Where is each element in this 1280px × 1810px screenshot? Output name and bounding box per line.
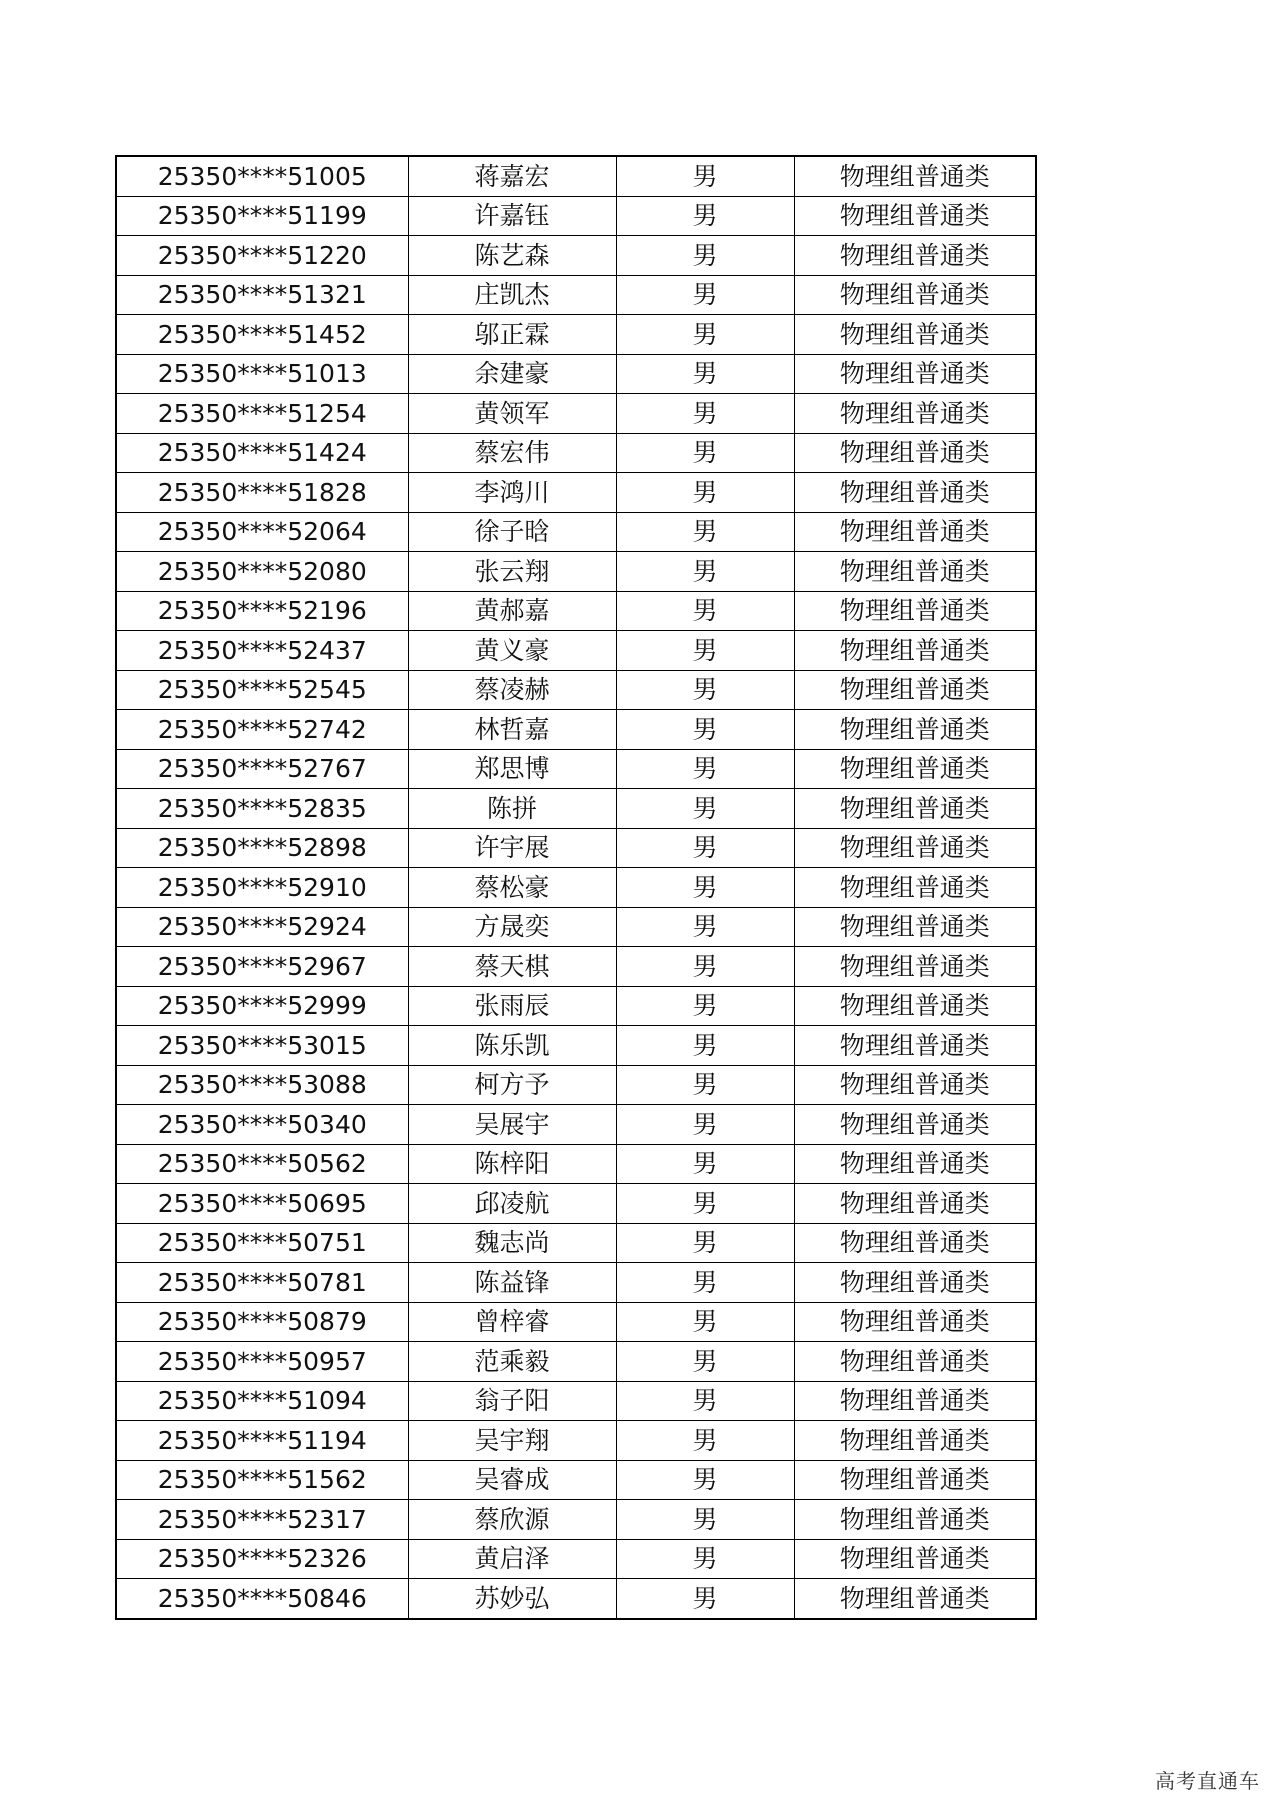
category-cell: 物理组普通类 — [794, 394, 1036, 434]
student-name-cell: 张云翔 — [408, 552, 616, 592]
student-name-cell: 蔡宏伟 — [408, 433, 616, 473]
table-body — [116, 156, 1036, 1619]
gender-cell: 男 — [616, 1421, 794, 1461]
gender-cell: 男 — [616, 1500, 794, 1540]
student-name-cell: 陈艺森 — [408, 236, 616, 276]
category-cell: 物理组普通类 — [794, 868, 1036, 908]
student-name-cell: 黄领军 — [408, 394, 616, 434]
table-row — [116, 1381, 1036, 1421]
student-name-cell: 林哲嘉 — [408, 710, 616, 750]
gender-cell: 男 — [616, 1223, 794, 1263]
gender-cell: 男 — [616, 394, 794, 434]
gender-cell: 男 — [616, 236, 794, 276]
table-row — [116, 394, 1036, 434]
student-name-cell: 魏志尚 — [408, 1223, 616, 1263]
category-cell: 物理组普通类 — [794, 354, 1036, 394]
table-row — [116, 1460, 1036, 1500]
gender-cell: 男 — [616, 828, 794, 868]
candidate-id-cell: 25350****52326 — [116, 1539, 408, 1579]
gender-cell: 男 — [616, 512, 794, 552]
table-row — [116, 1263, 1036, 1303]
category-cell: 物理组普通类 — [794, 1144, 1036, 1184]
table-row — [116, 749, 1036, 789]
student-name-cell: 许宇展 — [408, 828, 616, 868]
candidate-id-cell: 25350****52924 — [116, 907, 408, 947]
candidate-id-cell: 25350****51424 — [116, 433, 408, 473]
candidate-id-cell: 25350****50695 — [116, 1184, 408, 1224]
student-name-cell: 郑思博 — [408, 749, 616, 789]
gender-cell: 男 — [616, 986, 794, 1026]
category-cell: 物理组普通类 — [794, 670, 1036, 710]
table-row — [116, 591, 1036, 631]
gender-cell: 男 — [616, 354, 794, 394]
gender-cell: 男 — [616, 789, 794, 829]
category-cell: 物理组普通类 — [794, 196, 1036, 236]
candidate-id-cell: 25350****51094 — [116, 1381, 408, 1421]
candidate-id-cell: 25350****52437 — [116, 631, 408, 671]
gender-cell: 男 — [616, 907, 794, 947]
table-row — [116, 1539, 1036, 1579]
student-name-cell: 陈拼 — [408, 789, 616, 829]
table-row — [116, 1223, 1036, 1263]
student-name-cell: 李鸿川 — [408, 473, 616, 513]
table-row — [116, 1421, 1036, 1461]
gender-cell: 男 — [616, 275, 794, 315]
student-name-cell: 吴展宇 — [408, 1105, 616, 1145]
gender-cell: 男 — [616, 1184, 794, 1224]
category-cell: 物理组普通类 — [794, 315, 1036, 355]
candidate-id-cell: 25350****52898 — [116, 828, 408, 868]
student-name-cell: 许嘉钰 — [408, 196, 616, 236]
gender-cell: 男 — [616, 1579, 794, 1619]
gender-cell: 男 — [616, 1460, 794, 1500]
gender-cell: 男 — [616, 1263, 794, 1303]
gender-cell: 男 — [616, 670, 794, 710]
student-name-cell: 范乘毅 — [408, 1342, 616, 1382]
category-cell: 物理组普通类 — [794, 1460, 1036, 1500]
student-name-cell: 徐子晗 — [408, 512, 616, 552]
student-name-cell: 余建豪 — [408, 354, 616, 394]
table-row — [116, 1579, 1036, 1619]
table-row — [116, 1342, 1036, 1382]
candidate-id-cell: 25350****50879 — [116, 1302, 408, 1342]
category-cell: 物理组普通类 — [794, 1263, 1036, 1303]
category-cell: 物理组普通类 — [794, 631, 1036, 671]
category-cell: 物理组普通类 — [794, 1223, 1036, 1263]
candidate-id-cell: 25350****52317 — [116, 1500, 408, 1540]
gender-cell: 男 — [616, 947, 794, 987]
table-row — [116, 1105, 1036, 1145]
candidate-id-cell: 25350****53088 — [116, 1065, 408, 1105]
student-name-cell: 陈益锋 — [408, 1263, 616, 1303]
candidate-id-cell: 25350****50340 — [116, 1105, 408, 1145]
candidate-id-cell: 25350****52967 — [116, 947, 408, 987]
category-cell: 物理组普通类 — [794, 552, 1036, 592]
candidate-id-cell: 25350****51199 — [116, 196, 408, 236]
category-cell: 物理组普通类 — [794, 156, 1036, 196]
candidate-id-cell: 25350****52064 — [116, 512, 408, 552]
gender-cell: 男 — [616, 1105, 794, 1145]
candidate-id-cell: 25350****51321 — [116, 275, 408, 315]
candidate-id-cell: 25350****50781 — [116, 1263, 408, 1303]
category-cell: 物理组普通类 — [794, 1184, 1036, 1224]
student-name-cell: 蔡凌赫 — [408, 670, 616, 710]
student-name-cell: 黄郝嘉 — [408, 591, 616, 631]
category-cell: 物理组普通类 — [794, 236, 1036, 276]
table-row — [116, 710, 1036, 750]
category-cell: 物理组普通类 — [794, 1065, 1036, 1105]
student-name-cell: 蔡松豪 — [408, 868, 616, 908]
watermark-text: 高考直通车 — [1155, 1769, 1260, 1793]
candidate-id-cell: 25350****51194 — [116, 1421, 408, 1461]
candidate-id-cell: 25350****50846 — [116, 1579, 408, 1619]
candidate-id-cell: 25350****52835 — [116, 789, 408, 829]
student-name-cell: 吴睿成 — [408, 1460, 616, 1500]
student-name-cell: 蔡天棋 — [408, 947, 616, 987]
student-name-cell: 张雨辰 — [408, 986, 616, 1026]
category-cell: 物理组普通类 — [794, 1105, 1036, 1145]
gender-cell: 男 — [616, 1342, 794, 1382]
gender-cell: 男 — [616, 1539, 794, 1579]
student-name-cell: 陈梓阳 — [408, 1144, 616, 1184]
gender-cell: 男 — [616, 1026, 794, 1066]
category-cell: 物理组普通类 — [794, 433, 1036, 473]
category-cell: 物理组普通类 — [794, 1539, 1036, 1579]
candidate-id-cell: 25350****50751 — [116, 1223, 408, 1263]
student-name-cell: 苏妙弘 — [408, 1579, 616, 1619]
category-cell: 物理组普通类 — [794, 1342, 1036, 1382]
table-row — [116, 1065, 1036, 1105]
student-name-cell: 陈乐凯 — [408, 1026, 616, 1066]
student-name-cell: 邱凌航 — [408, 1184, 616, 1224]
category-cell: 物理组普通类 — [794, 512, 1036, 552]
table-row — [116, 1144, 1036, 1184]
student-name-cell: 柯方予 — [408, 1065, 616, 1105]
gender-cell: 男 — [616, 631, 794, 671]
candidate-id-cell: 25350****50562 — [116, 1144, 408, 1184]
candidate-id-cell: 25350****51562 — [116, 1460, 408, 1500]
candidate-id-cell: 25350****52999 — [116, 986, 408, 1026]
table-row — [116, 1302, 1036, 1342]
table-row — [116, 1500, 1036, 1540]
table-row — [116, 947, 1036, 987]
candidate-id-cell: 25350****51220 — [116, 236, 408, 276]
table-row — [116, 1026, 1036, 1066]
category-cell: 物理组普通类 — [794, 789, 1036, 829]
table-row — [116, 789, 1036, 829]
gender-cell: 男 — [616, 1065, 794, 1105]
candidate-id-cell: 25350****51452 — [116, 315, 408, 355]
category-cell: 物理组普通类 — [794, 473, 1036, 513]
student-name-cell: 蔡欣源 — [408, 1500, 616, 1540]
table-row — [116, 986, 1036, 1026]
gender-cell: 男 — [616, 1302, 794, 1342]
candidate-id-cell: 25350****50957 — [116, 1342, 408, 1382]
candidate-id-cell: 25350****52767 — [116, 749, 408, 789]
candidate-id-cell: 25350****52545 — [116, 670, 408, 710]
table-row — [116, 156, 1036, 196]
student-name-cell: 翁子阳 — [408, 1381, 616, 1421]
category-cell: 物理组普通类 — [794, 907, 1036, 947]
table-row — [116, 512, 1036, 552]
table-row — [116, 433, 1036, 473]
gender-cell: 男 — [616, 1144, 794, 1184]
student-name-cell: 方晟奕 — [408, 907, 616, 947]
table-row — [116, 868, 1036, 908]
category-cell: 物理组普通类 — [794, 1500, 1036, 1540]
category-cell: 物理组普通类 — [794, 947, 1036, 987]
gender-cell: 男 — [616, 156, 794, 196]
category-cell: 物理组普通类 — [794, 275, 1036, 315]
candidate-id-cell: 25350****51013 — [116, 354, 408, 394]
category-cell: 物理组普通类 — [794, 1381, 1036, 1421]
table-row — [116, 1184, 1036, 1224]
candidate-id-cell: 25350****51828 — [116, 473, 408, 513]
gender-cell: 男 — [616, 552, 794, 592]
candidate-id-cell: 25350****52742 — [116, 710, 408, 750]
gender-cell: 男 — [616, 473, 794, 513]
table-row — [116, 828, 1036, 868]
student-name-cell: 邬正霖 — [408, 315, 616, 355]
table-row — [116, 196, 1036, 236]
gender-cell: 男 — [616, 1381, 794, 1421]
table-row — [116, 315, 1036, 355]
table-row — [116, 473, 1036, 513]
table-row — [116, 354, 1036, 394]
table-row — [116, 275, 1036, 315]
student-name-cell: 吴宇翔 — [408, 1421, 616, 1461]
candidate-id-cell: 25350****52196 — [116, 591, 408, 631]
gender-cell: 男 — [616, 868, 794, 908]
table-row — [116, 631, 1036, 671]
category-cell: 物理组普通类 — [794, 1579, 1036, 1619]
category-cell: 物理组普通类 — [794, 1026, 1036, 1066]
category-cell: 物理组普通类 — [794, 749, 1036, 789]
category-cell: 物理组普通类 — [794, 710, 1036, 750]
student-name-cell: 蒋嘉宏 — [408, 156, 616, 196]
table-row — [116, 907, 1036, 947]
student-name-cell: 曾梓睿 — [408, 1302, 616, 1342]
gender-cell: 男 — [616, 433, 794, 473]
gender-cell: 男 — [616, 196, 794, 236]
student-name-cell: 黄启泽 — [408, 1539, 616, 1579]
candidate-id-cell: 25350****53015 — [116, 1026, 408, 1066]
gender-cell: 男 — [616, 315, 794, 355]
category-cell: 物理组普通类 — [794, 1421, 1036, 1461]
student-name-cell: 庄凯杰 — [408, 275, 616, 315]
gender-cell: 男 — [616, 749, 794, 789]
gender-cell: 男 — [616, 591, 794, 631]
table-row — [116, 670, 1036, 710]
candidate-id-cell: 25350****51254 — [116, 394, 408, 434]
candidate-id-cell: 25350****51005 — [116, 156, 408, 196]
category-cell: 物理组普通类 — [794, 828, 1036, 868]
category-cell: 物理组普通类 — [794, 986, 1036, 1026]
gender-cell: 男 — [616, 710, 794, 750]
student-name-cell: 黄义豪 — [408, 631, 616, 671]
table-row — [116, 552, 1036, 592]
category-cell: 物理组普通类 — [794, 1302, 1036, 1342]
admission-list-table — [115, 155, 1037, 1620]
candidate-id-cell: 25350****52080 — [116, 552, 408, 592]
candidate-id-cell: 25350****52910 — [116, 868, 408, 908]
category-cell: 物理组普通类 — [794, 591, 1036, 631]
table-row — [116, 236, 1036, 276]
